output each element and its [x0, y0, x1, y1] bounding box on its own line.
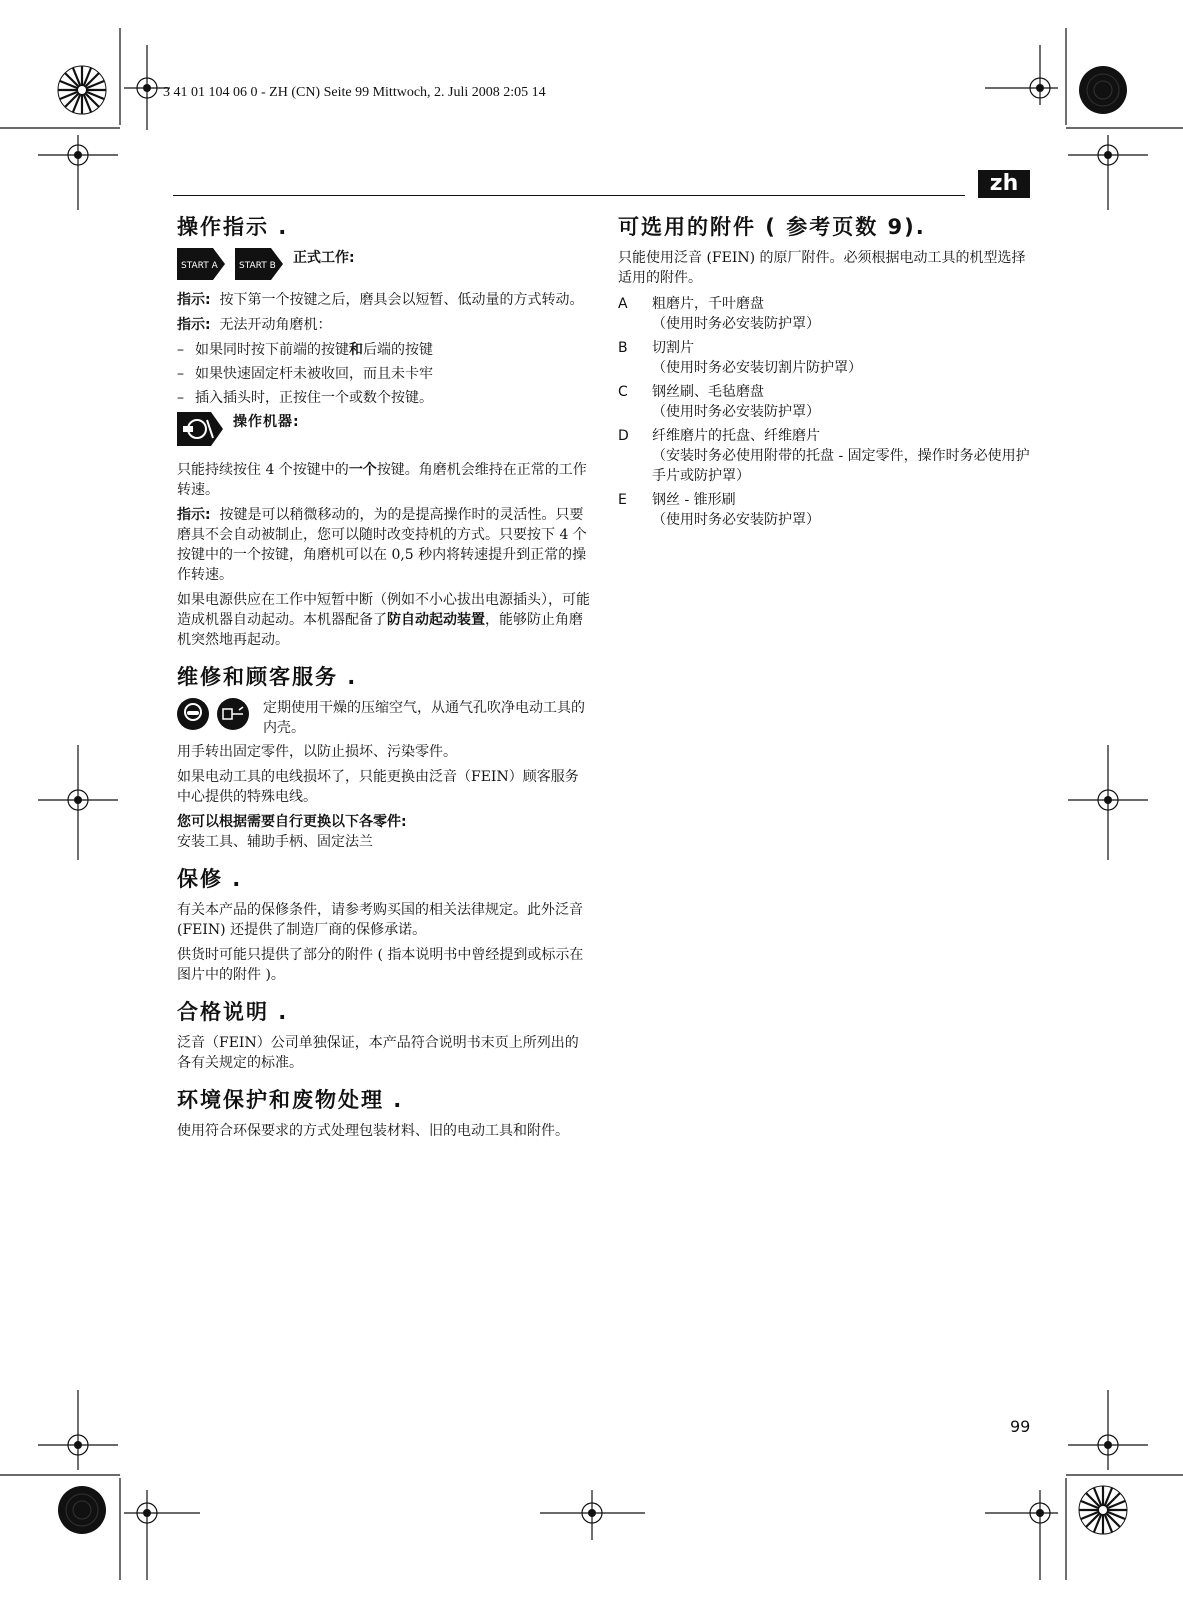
- accessory-letter: A: [618, 296, 628, 312]
- accessories-section: [618, 212, 1038, 530]
- list-item: [618, 490, 1038, 530]
- conformity-paragraph: 泛音（FEIN）公司单独保证，本产品符合说明书末页上所列出的各有关规定的标准。: [177, 1035, 579, 1071]
- list-item: – 插入插头时，正按住一个或数个按键。: [177, 388, 592, 408]
- accessory-letter: C: [618, 384, 628, 400]
- note-2: 指示: 无法开动角磨机：: [177, 317, 332, 333]
- service-paragraph-1: 用手转出固定零件，以防止损坏、污染零件。: [177, 744, 457, 760]
- list-item: [618, 382, 1038, 422]
- service-paragraph-2: 如果电动工具的电线损坏了，只能更换由泛音（FEIN）顾客服务中心提供的特殊电线。: [177, 769, 579, 805]
- section-title-accessories: 可选用的附件 ( 参考页数 9).: [618, 215, 926, 239]
- warranty-paragraph-2: 供货时可能只提供了部分的附件 ( 指本说明书中曾经提到或标示在图片中的附件 )。: [177, 947, 584, 983]
- language-badge: zh: [978, 170, 1030, 198]
- section-title-conformity: 合格说明 .: [177, 1000, 289, 1024]
- accessory-name: 粗磨片，千叶磨盘: [652, 296, 764, 312]
- accessory-note: （使用时务必安装防护罩）: [652, 316, 820, 332]
- machine-operation-icon: [177, 412, 223, 450]
- accessories-intro: 只能使用泛音 (FEIN) 的原厂附件。必须根据电动工具的机型选择适用的附件。: [618, 250, 1026, 286]
- replaceable-parts-text: 安装工具、辅助手柄、固定法兰: [177, 834, 373, 850]
- list-item: [618, 338, 1038, 378]
- restart-protection-paragraph: 如果电源供应在工作中短暂中断（例如不小心拔出电源插头），可能造成机器自动起动。本机器配备了防自动起动装置，能够防止角磨机突然地再起动。: [177, 592, 590, 648]
- goggles-icon: [177, 698, 209, 734]
- svg-text:START A: START A: [181, 261, 218, 271]
- accessory-name: 切割片: [652, 340, 694, 356]
- list-item: [618, 426, 1038, 486]
- starburst-mark-top-left: [58, 66, 106, 114]
- note-3: 指示: 按键是可以稍微移动的，为的是提高操作时的灵活性。只要磨具不会自动被制止，您可以随时改变持机的方式。只要按下 4 个按键中的一个按键，角磨机可以在 0,5 秒内将转速提升到正常的操作转速。: [177, 507, 587, 583]
- operation-section: [177, 212, 592, 650]
- section-title-warranty: 保修 .: [177, 867, 243, 891]
- left-column: [177, 212, 592, 1146]
- start-b-icon: [235, 248, 283, 280]
- list-item: – 如果快速固定杆未被收回，而且未卡牢: [177, 364, 592, 384]
- accessory-letter: E: [618, 492, 627, 508]
- target-disc-top-right: [1079, 66, 1127, 114]
- machine-operation-row: [177, 412, 592, 450]
- machine-operation-label: 操作机器:: [233, 414, 300, 430]
- service-section: [177, 662, 592, 852]
- accessory-name: 纤维磨片的托盘、纤维磨片: [652, 428, 820, 444]
- header-rule: [173, 195, 965, 196]
- starburst-mark-bottom-right: [1079, 1486, 1127, 1534]
- accessory-letter: B: [618, 340, 628, 356]
- hold-button-paragraph: 只能持续按住 4 个按键中的一个按键。角磨机会维持在正常的工作转速。: [177, 462, 587, 498]
- list-item: – 如果同时按下前端的按键和后端的按键: [177, 340, 592, 360]
- section-title-service: 维修和顾客服务 .: [177, 665, 358, 689]
- accessory-note: （使用时务必安装切割片防护罩）: [652, 360, 862, 376]
- accessory-note: （安装时务必使用附带的托盘 - 固定零件，操作时务必使用护手片或防护罩）: [652, 448, 1030, 484]
- crosshair-top-right: [985, 45, 1058, 105]
- page-number: 99: [1010, 1417, 1031, 1436]
- warranty-paragraph-1: 有关本产品的保修条件，请参考购买国的相关法律规定。此外泛音 (FEIN) 还提供了制造厂商的保修承诺。: [177, 902, 583, 938]
- accessories-list: [618, 294, 1038, 530]
- accessory-name: 钢丝刷、毛毡磨盘: [652, 384, 764, 400]
- list-item: [618, 294, 1038, 334]
- warranty-section: [177, 864, 592, 985]
- note-1: 指示: 按下第一个按键之后，磨具会以短暂、低动量的方式转动。: [177, 292, 584, 308]
- conformity-section: [177, 997, 592, 1073]
- section-title-environment: 环境保护和废物处理 .: [177, 1088, 404, 1112]
- environment-paragraph: 使用符合环保要求的方式处理包装材料、旧的电动工具和附件。: [177, 1123, 569, 1139]
- accessory-name: 钢丝 - 锥形刷: [652, 492, 736, 508]
- unplug-icon: [217, 698, 249, 734]
- svg-text:START B: START B: [239, 261, 276, 271]
- accessory-note: （使用时务必安装防护罩）: [652, 512, 820, 528]
- environment-section: [177, 1085, 592, 1141]
- section-title-operation: 操作指示 .: [177, 215, 289, 239]
- lockout-conditions-list: [177, 340, 592, 408]
- start-row: [177, 248, 592, 280]
- print-slug: 3 41 01 104 06 0 - ZH (CN) Seite 99 Mittwoch, 2. Juli 2008 2:05 14: [163, 85, 546, 100]
- accessory-letter: D: [618, 428, 629, 444]
- replaceable-parts-label: 您可以根据需要自行更换以下各零件:: [177, 814, 407, 830]
- start-a-icon: [177, 248, 225, 280]
- service-icon-row: [177, 698, 592, 738]
- right-column: [618, 212, 1038, 534]
- start-label: 正式工作:: [293, 250, 355, 266]
- target-disc-bottom-left: [58, 1486, 106, 1534]
- service-icon-text: 定期使用干燥的压缩空气，从通气孔吹净电动工具的内壳。: [263, 700, 585, 736]
- accessory-note: （使用时务必安装防护罩）: [652, 404, 820, 420]
